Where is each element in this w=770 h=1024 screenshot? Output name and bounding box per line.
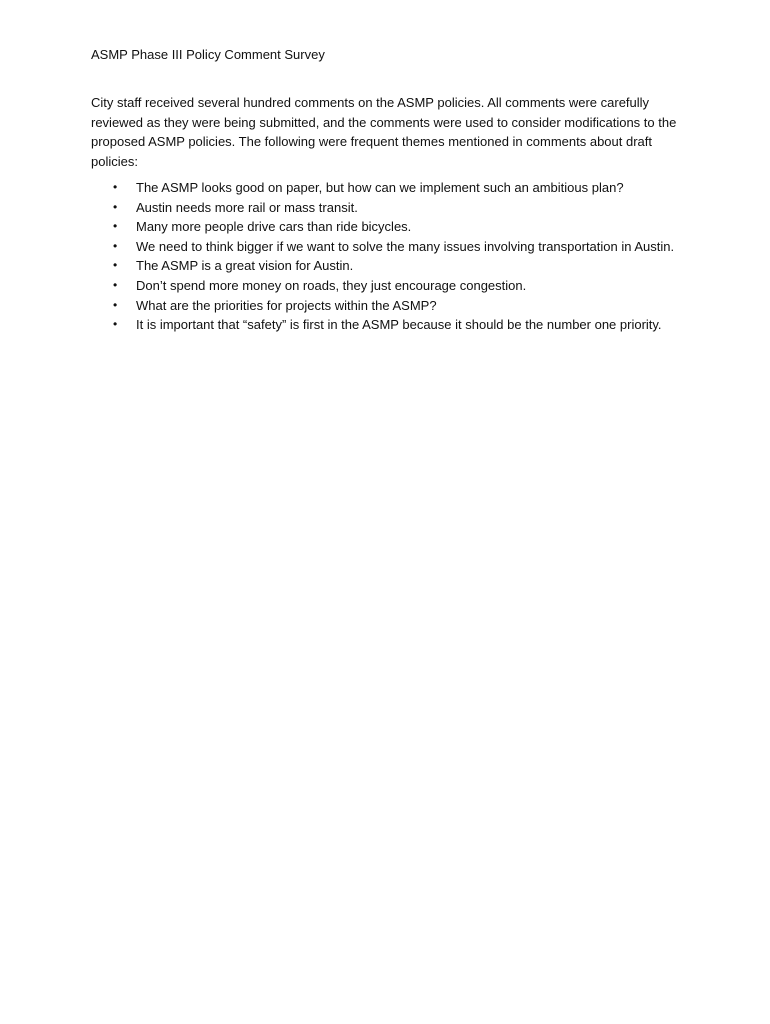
theme-text: The ASMP looks good on paper, but how can we implement such an ambitious plan? [136, 180, 624, 195]
list-item [91, 217, 711, 237]
themes-list [91, 178, 711, 335]
bullet: • [113, 258, 118, 273]
list-item [91, 198, 711, 218]
list-item [91, 178, 711, 198]
document-title: ASMP Phase III Policy Comment Survey [91, 47, 325, 62]
bullet: • [113, 219, 118, 234]
list-item [91, 276, 711, 296]
list-item [91, 256, 711, 276]
theme-text: We need to think bigger if we want to solve the many issues involving transportation in Austin. [136, 238, 675, 254]
intro-paragraph: City staff received several hundred comments on the ASMP policies. All comments were carefully reviewed as they were being submitted, and the comments were used to consider modifications to the proposed ASMP policies. The following were frequent themes mentioned in comments about draft policies: [91, 95, 677, 169]
bullet: • [113, 317, 118, 332]
theme-text: Don’t spend more money on roads, they just encourage congestion. [136, 277, 527, 293]
bullet: • [113, 238, 118, 253]
theme-text: What are the priorities for projects within the ASMP? [136, 297, 437, 313]
list-item [91, 237, 711, 257]
bullet: • [113, 180, 118, 194]
list-item [91, 296, 711, 316]
theme-text: The ASMP is a great vision for Austin. [136, 258, 354, 274]
bullet: • [113, 277, 118, 292]
theme-text: Many more people drive cars than ride bicycles. [136, 219, 412, 235]
list-item [91, 315, 711, 335]
theme-text: Austin needs more rail or mass transit. [136, 199, 358, 215]
bullet: • [113, 297, 118, 312]
bullet: • [113, 199, 118, 214]
theme-text: It is important that “safety” is first in the ASMP because it should be the number one priority. [136, 317, 662, 333]
